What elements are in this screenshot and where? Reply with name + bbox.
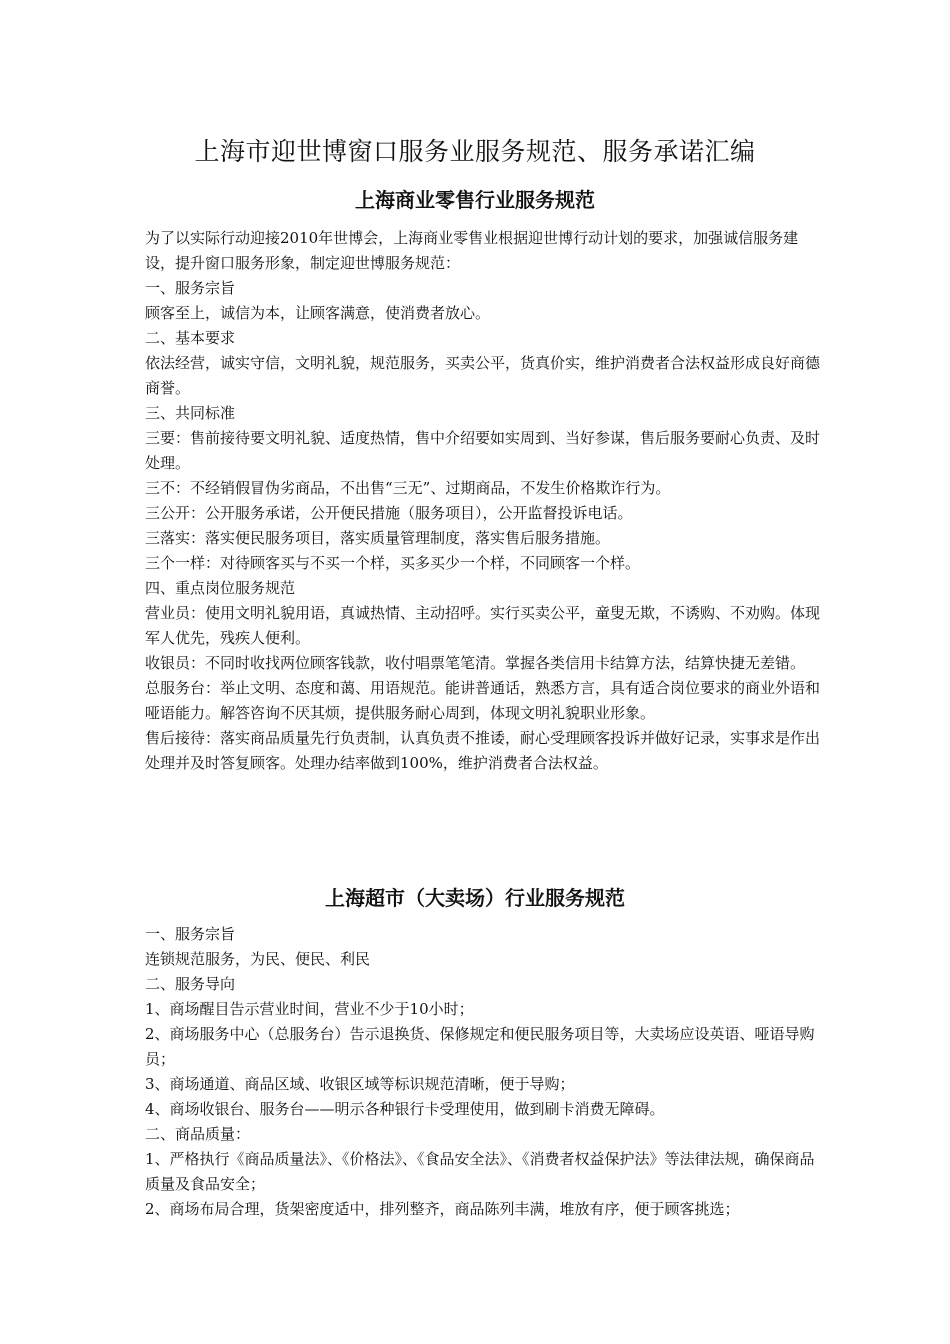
paragraph: 1、商场醒目告示营业时间，营业不少于10小时； (145, 1000, 474, 1018)
paragraph: 总服务台：举止文明、态度和蔼、用语规范。能讲普通话，熟悉方言，具有适合岗位要求的商业外语和哑语能力。解答咨询不厌其烦，提供服务耐心周到，体现文明礼貌职业形象。 (145, 679, 821, 722)
paragraph: 2、商场布局合理，货架密度适中，排列整齐，商品陈列丰满，堆放有序，便于顾客挑选； (145, 1200, 740, 1218)
paragraph: 三不：不经销假冒伪劣商品，不出售“三无”、过期商品，不发生价格欺诈行为。 (145, 479, 671, 497)
section-title-retail: 上海商业零售行业服务规范 (355, 188, 595, 212)
paragraph: 三落实：落实便民服务项目，落实质量管理制度，落实售后服务措施。 (145, 529, 611, 547)
paragraph: 1、严格执行《商品质量法》、《价格法》、《食品安全法》、《消费者权益保护法》等法律法规，确保商品质量及食品安全； (145, 1150, 815, 1193)
section-body-retail (145, 226, 820, 776)
paragraph: 为了以实际行动迎接2010年世博会，上海商业零售业根据迎世博行动计划的要求，加强诚信服务建设，提升窗口服务形象，制定迎世博服务规范： (145, 229, 799, 272)
paragraph: 三个一样：对待顾客买与不买一个样，买多买少一个样，不同顾客一个样。 (145, 554, 641, 572)
paragraph: 一、服务宗旨 (145, 925, 236, 943)
paragraph: 2、商场服务中心（总服务台）告示退换货、保修规定和便民服务项目等，大卖场应设英语、哑语导购员； (145, 1025, 815, 1068)
paragraph: 4、商场收银台、服务台——明示各种银行卡受理使用，做到刷卡消费无障碍。 (145, 1100, 665, 1118)
paragraph: 3、商场通道、商品区域、收银区域等标识规范清晰，便于导购； (145, 1075, 575, 1093)
paragraph: 收银员：不同时收找两位顾客钱款，收付唱票笔笔清。掌握各类信用卡结算方法，结算快捷无差错。 (145, 654, 806, 672)
paragraph: 顾客至上，诚信为本，让顾客满意，使消费者放心。 (145, 304, 491, 322)
paragraph: 三要：售前接待要文明礼貌、适度热情，售中介绍要如实周到、当好参谋，售后服务要耐心负责、及时处理。 (145, 429, 821, 472)
paragraph: 连锁规范服务，为民、便民、利民 (145, 950, 371, 968)
paragraph: 三、共同标准 (145, 404, 236, 422)
document-title: 上海市迎世博窗口服务业服务规范、服务承诺汇编 (194, 137, 756, 166)
paragraph: 三公开：公开服务承诺，公开便民措施（服务项目），公开监督投诉电话。 (145, 504, 633, 522)
paragraph: 二、基本要求 (145, 329, 236, 347)
section-title-supermarket: 上海超市（大卖场）行业服务规范 (325, 886, 625, 910)
paragraph: 一、服务宗旨 (145, 279, 236, 297)
paragraph: 二、服务导向 (145, 975, 236, 993)
paragraph: 依法经营，诚实守信，文明礼貌，规范服务，买卖公平，货真价实，维护消费者合法权益形成良好商德商誉。 (145, 354, 821, 397)
paragraph: 售后接待：落实商品质量先行负责制，认真负责不推诿，耐心受理顾客投诉并做好记录，实事求是作出处理并及时答复顾客。处理办结率做到100%，维护消费者合法权益。 (145, 729, 821, 772)
paragraph: 二、商品质量： (145, 1125, 251, 1143)
paragraph: 四、重点岗位服务规范 (145, 579, 296, 597)
section-body-supermarket (145, 922, 820, 1222)
paragraph: 营业员：使用文明礼貌用语，真诚热情、主动招呼。实行买卖公平，童叟无欺，不诱购、不劝购。体现军人优先，残疾人便利。 (145, 604, 821, 647)
